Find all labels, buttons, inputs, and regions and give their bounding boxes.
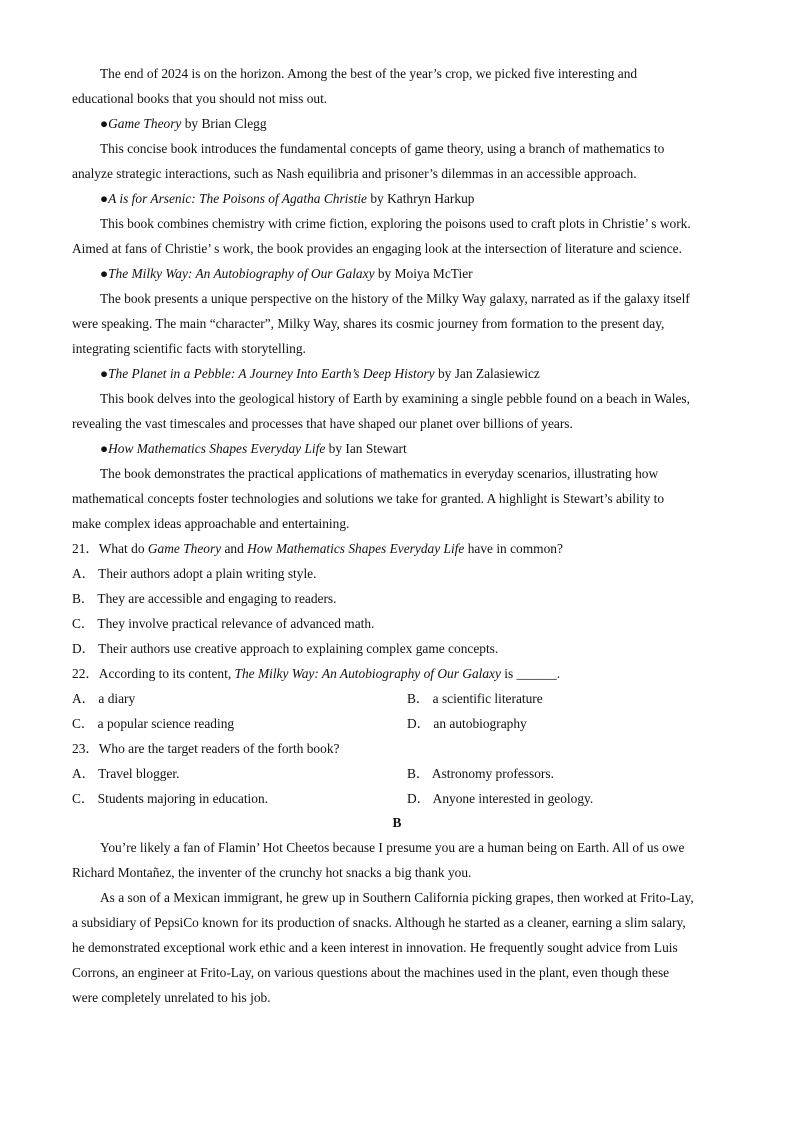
section-heading-b: B [392, 815, 402, 830]
book-desc-line: integrating scientific facts with storytelling. [72, 341, 306, 356]
book-title-line [100, 111, 722, 136]
option-d[interactable]: D． Anyone interested in geology. [407, 791, 594, 806]
question-22-stem [72, 661, 722, 686]
question-number: 23． [72, 741, 99, 756]
book-desc-line: mathematical concepts foster technologies and solutions we take for granted. A highlight is Stewart’s ability to [72, 491, 665, 506]
option-b[interactable]: B． Astronomy professors. [407, 766, 554, 781]
bullet: ● [100, 441, 109, 456]
question-text: Who are the target readers of the forth book? [98, 741, 340, 756]
question-text: have in common? [464, 541, 563, 556]
book-desc-line: revealing the vast timescales and processes that have shaped our planet over billions of years. [72, 416, 573, 431]
book-desc-line: make complex ideas approachable and entertaining. [72, 516, 350, 531]
book-author: by Brian Clegg [181, 116, 267, 131]
bullet: ● [100, 266, 109, 281]
passage-b-line: were completely unrelated to his job. [72, 990, 271, 1005]
intro-line-1: The end of 2024 is on the horizon. Among the best of the year’s crop, we picked five interesting and [100, 66, 638, 81]
book-title-line [100, 436, 722, 461]
passage-b-line: As a son of a Mexican immigrant, he grew up in Southern California picking grapes, then worked at Frito-Lay, [100, 890, 694, 905]
book-desc-line: This book combines chemistry with crime fiction, exploring the poisons used to craft plots in Christie’ s work. [100, 216, 691, 231]
book-title: A is for Arsenic: The Poisons of Agatha Christie [108, 191, 367, 206]
book-desc-line: analyze strategic interactions, such as Nash equilibria and prisoner’s dilemmas in an accessible approach. [72, 166, 637, 181]
question-text: is ______. [500, 666, 561, 681]
option-a[interactable]: A． a diary [72, 691, 136, 706]
book-desc-line: This book delves into the geological history of Earth by examining a single pebble found on a beach in Wales, [100, 391, 690, 406]
book-desc-line: The book presents a unique perspective on the history of the Milky Way galaxy, narrated as if the galaxy itself [100, 291, 690, 306]
option-d[interactable]: D． an autobiography [407, 716, 527, 731]
book-desc-line: Aimed at fans of Christie’ s work, the book provides an engaging look at the intersection of literature and science. [72, 241, 682, 256]
book-title: How Mathematics Shapes Everyday Life [108, 441, 326, 456]
book-author: by Kathryn Harkup [367, 191, 475, 206]
book-author: by Jan Zalasiewicz [434, 366, 540, 381]
passage-b-line: You’re likely a fan of Flamin’ Hot Cheetos because I presume you are a human being on Earth. All of us owe [100, 840, 685, 855]
passage-b-line: a subsidiary of PepsiCo known for its production of snacks. Although he started as a cleaner, earning a slim salary, [72, 915, 686, 930]
bullet: ● [100, 116, 109, 131]
question-number: 21． [72, 541, 99, 556]
question-text: and [221, 541, 248, 556]
book-title: The Planet in a Pebble: A Journey Into Earth’s Deep History [108, 366, 435, 381]
book-desc-line: This concise book introduces the fundamental concepts of game theory, using a branch of mathematics to [100, 141, 665, 156]
passage-b-line: he demonstrated exceptional work ethic and a keen interest in innovation. He frequently sought advice from Luis [72, 940, 678, 955]
book-title: Game Theory [108, 116, 182, 131]
option-a[interactable]: A． Their authors adopt a plain writing style. [72, 566, 317, 581]
book-title-ref: Game Theory [147, 541, 222, 556]
option-b[interactable]: B． a scientific literature [407, 691, 543, 706]
book-title: The Milky Way: An Autobiography of Our Galaxy [108, 266, 375, 281]
option-b[interactable]: B． They are accessible and engaging to readers. [72, 591, 337, 606]
question-21-stem [72, 536, 722, 561]
book-desc-line: were speaking. The main “character”, Milky Way, shares its cosmic journey from formation to the present day, [72, 316, 665, 331]
bullet: ● [100, 366, 109, 381]
option-c[interactable]: C． Students majoring in education. [72, 791, 269, 806]
option-c[interactable]: C． They involve practical relevance of advanced math. [72, 616, 375, 631]
option-a[interactable]: A． Travel blogger. [72, 766, 180, 781]
question-text: What do [98, 541, 148, 556]
intro-line-2: educational books that you should not miss out. [72, 91, 328, 106]
book-author: by Ian Stewart [325, 441, 407, 456]
book-desc-line: The book demonstrates the practical applications of mathematics in everyday scenarios, illustrating how [100, 466, 659, 481]
question-text: According to its content, [98, 666, 235, 681]
question-23-stem [72, 736, 722, 761]
book-title-line [100, 261, 722, 286]
book-title-ref: The Milky Way: An Autobiography of Our Galaxy [234, 666, 501, 681]
book-title-line [100, 186, 722, 211]
book-title-line [100, 361, 722, 386]
book-title-ref: How Mathematics Shapes Everyday Life [247, 541, 465, 556]
bullet: ● [100, 191, 109, 206]
passage-b-line: Corrons, an engineer at Frito-Lay, on various questions about the machines used in the plant, even though these [72, 965, 670, 980]
passage-b-line: Richard Montañez, the inventer of the crunchy hot snacks a big thank you. [72, 865, 472, 880]
book-author: by Moiya McTier [374, 266, 473, 281]
option-c[interactable]: C． a popular science reading [72, 716, 235, 731]
option-d[interactable]: D． Their authors use creative approach to explaining complex game concepts. [72, 641, 499, 656]
question-number: 22． [72, 666, 99, 681]
